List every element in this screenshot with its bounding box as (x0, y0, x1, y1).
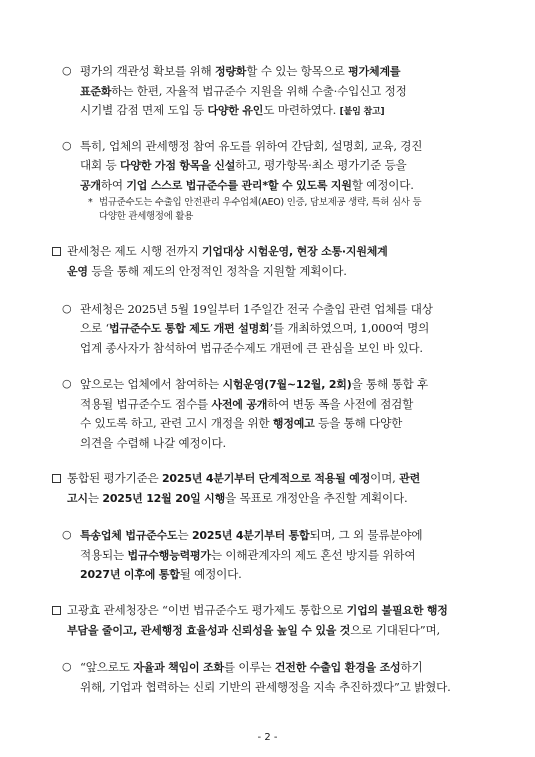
text-line (80, 103, 384, 119)
text-line (67, 244, 388, 259)
bold-text: 표준화 (80, 85, 112, 98)
text-span: 관세청은 제도 시행 전까지 (67, 244, 202, 258)
bold-text: 부담을 줄이고, 관세행정 효율성과 신뢰성을 높일 수 있을 것 (67, 624, 351, 637)
bold-text: 운영 (67, 265, 88, 278)
text-line (80, 397, 413, 412)
text-span: 할 수 있는 항목으로 (246, 64, 349, 78)
text-line (80, 548, 415, 563)
text-line (80, 178, 414, 193)
square-bullet (52, 474, 61, 483)
circle-bullet: ○ (62, 64, 72, 77)
bold-text: 2025년 4분기부터 단계적으로 적용될 예정 (161, 472, 371, 485)
text-span: 을 목표로 개정안을 추진할 계획이다. (225, 491, 408, 505)
square-bullet (52, 606, 61, 615)
bold-text: 다양한 유인 (207, 104, 264, 117)
circle-bullet: ○ (62, 660, 72, 673)
bold-text: 법규준수도 통합 제도 개편 설명회 (108, 322, 270, 335)
text-span: 도 마련하였다. (263, 103, 340, 117)
text-line (80, 64, 400, 79)
text-span: 시기별 감점 면제 도입 등 (80, 103, 208, 117)
text-line (67, 491, 407, 506)
text-line: 의견을 수렴해 나갈 예정이다. (80, 436, 226, 450)
text-line: 특히, 업체의 관세행정 참여 유도를 위하여 간담회, 설명회, 교육, 경진 (80, 139, 423, 153)
text-span: 으로 기대된다”며, (350, 623, 440, 637)
text-line (80, 416, 402, 431)
text-line (67, 264, 347, 279)
text-line (80, 321, 429, 336)
bold-text: 법규수행능력평가 (127, 549, 211, 562)
bold-text: 평가체계를 (348, 65, 401, 78)
text-span: 이며, (370, 471, 400, 485)
text-line: 관세청은 2025년 5월 19일부터 1주일간 전국 수출입 관련 업체를 대상 (80, 302, 433, 316)
footnote-star: * (88, 197, 93, 208)
bold-text: 2025년 4분기부터 통합 (191, 529, 310, 542)
attachment-reference: [붙임 참고] (339, 107, 385, 117)
text-span: 할 예정이다. (351, 178, 414, 192)
text-line (80, 158, 407, 173)
bold-text: 관련 (399, 472, 420, 485)
text-span: 을 통해 통합 후 (351, 377, 428, 391)
text-span: 하여 변동 폭을 사전에 점검할 (267, 397, 414, 411)
text-span: 하는 한편, 자율적 법규준수 지원을 위해 수출·수입신고 정정 (111, 84, 407, 98)
text-span: 되며, 그 외 물류분야에 (309, 528, 423, 542)
bold-text: 자율과 책임이 조화 (133, 661, 224, 674)
text-span: 될 예정이다. (179, 567, 242, 581)
text-line (80, 528, 422, 543)
text-span: 적용되는 (80, 548, 128, 562)
text-span: 통합된 평가기준은 (67, 471, 162, 485)
text-span: 앞으로는 업체에서 참여하는 (80, 377, 223, 391)
text-span: 하고, 평가항목·최소 평가기준 등을 (235, 158, 407, 172)
text-span: 으로 ‘ (80, 321, 109, 335)
text-span: ’를 개최하였으며, 1,000여 명의 (269, 321, 430, 335)
text-span: 고광효 관세청장은 “이번 법규준수도 평가제도 통합으로 (67, 603, 347, 617)
text-span: 하기 (400, 660, 423, 674)
circle-bullet: ○ (62, 302, 72, 315)
bold-text: 2027년 이후에 통합 (80, 568, 180, 581)
text-span: 대회 등 (80, 158, 120, 172)
bold-text: 사전에 공개 (211, 398, 268, 411)
text-span: 등을 통해 제도의 안정적인 정착을 지원할 계획이다. (87, 264, 347, 278)
text-line (67, 471, 420, 486)
text-line: 업계 종사자가 참석하여 법규준수제도 개편에 큰 관심을 보인 바 있다. (80, 341, 423, 355)
text-span: “앞으로도 (80, 660, 134, 674)
square-bullet (52, 247, 61, 256)
bold-text: 공개 (80, 179, 101, 192)
text-span: 평가의 객관성 확보를 위해 (80, 64, 215, 78)
text-span: 는 (87, 491, 103, 505)
text-line (80, 84, 407, 99)
text-span: 하여 (100, 178, 127, 192)
text-span: 를 이루는 (223, 660, 275, 674)
text-line (80, 377, 428, 392)
footnote-line: 다양한 관세행정에 활용 (99, 211, 194, 222)
text-line (80, 567, 242, 582)
bold-text: 시험운영(7월~12월, 2회) (222, 378, 352, 391)
bold-text: 정량화 (214, 65, 247, 78)
bold-text: 행정예고 (272, 417, 315, 430)
text-span: 는 (177, 528, 192, 542)
circle-bullet: ○ (62, 377, 72, 390)
text-span: 는 이해관계자의 제도 혼선 방지를 위하여 (210, 548, 416, 562)
footnote-line: 법규준수도는 수출입 안전관리 우수업체(AEO) 인증, 담보제공 생략, 특허 심사 등 (99, 197, 422, 208)
circle-bullet: ○ (62, 139, 72, 152)
bold-text: 건전한 수출입 환경을 조성 (274, 661, 401, 674)
circle-bullet: ○ (62, 528, 72, 541)
bold-text: 특송업체 법규준수도 (80, 529, 178, 542)
bold-text: 기업 스스로 법규준수를 관리*할 수 있도록 지원 (126, 179, 352, 192)
bold-text: 다양한 가점 항목을 신설 (119, 159, 236, 172)
text-line (80, 660, 422, 675)
text-span: 수 있도록 하고, 관련 고시 개정을 위한 (80, 416, 273, 430)
text-line (67, 603, 448, 618)
text-span: 적용될 법규준수도 점수를 (80, 397, 212, 411)
bold-text: 기업대상 시험운영, 현장 소통·지원체계 (201, 245, 388, 258)
bold-text: 2025년 12월 20일 시행 (102, 492, 226, 505)
text-line: 위해, 기업과 협력하는 신뢰 기반의 관세행정을 지속 추진하겠다”고 밝혔다. (80, 680, 451, 694)
text-span: 등을 통해 다양한 (314, 416, 403, 430)
bold-text: 기업의 불필요한 행정 (346, 604, 448, 617)
page-number: - 2 - (257, 732, 278, 743)
bold-text: 고시 (67, 492, 88, 505)
text-line (67, 623, 440, 638)
